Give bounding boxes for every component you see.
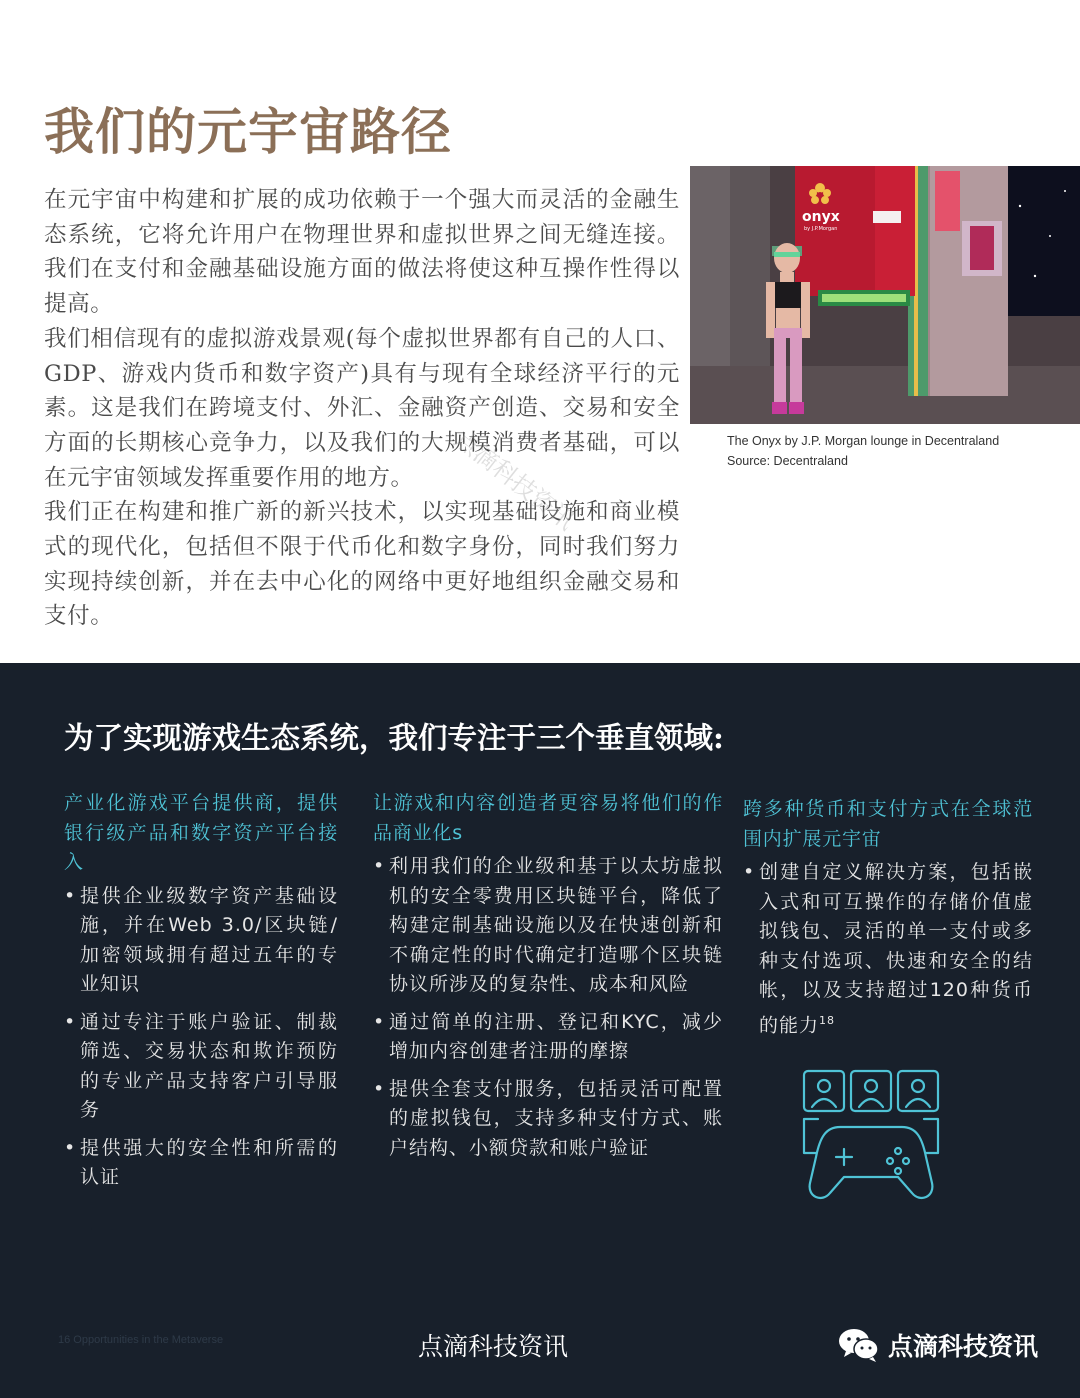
focus-column-3 [743, 795, 1033, 1048]
intro-text [44, 183, 680, 634]
footer-brand [838, 1327, 1038, 1363]
gamers-controller-icon [800, 1065, 946, 1207]
footer-watermark-text: 点滴科技资讯 [418, 1332, 569, 1361]
intro-paragraph-3: 我们正在构建和推广新的新兴技术，以实现基础设施和商业模式的现代化，包括但不限于代币化和数字身份，同时我们努力实现持续创新，并在去中心化的网络中更好地组织金融交易和支付。 [44, 499, 680, 630]
wechat-icon [838, 1327, 880, 1363]
focus-areas-section [0, 663, 1080, 1398]
photo-caption-source: Source: Decentraland [727, 454, 848, 468]
bullet-list [64, 882, 338, 1193]
bullet-text: 创建自定义解决方案，包括嵌入式和可互操作的存储价值虚拟钱包、灵活的单一支付或多种支付选项、快速和安全的结帐，以及支持超过120种货币的能力 [759, 861, 1033, 1036]
intro-paragraph-2: 我们相信现有的虚拟游戏景观(每个虚拟世界都有自己的人口、GDP、游戏内货币和数字资产)具有与现有全球经济平行的元素。这是我们在跨境支付、外汇、金融资产创造、交易和安全方面的长期核心竞争力，以及我们的大规模消费者基础，可以在元宇宙领域发挥重要作用的地方。 [44, 325, 680, 491]
photo-caption-title: The Onyx by J.P. Morgan lounge in Decentraland [727, 434, 1000, 448]
focus-column-1 [64, 789, 338, 1201]
intro-paragraph-1: 在元宇宙中构建和扩展的成功依赖于一个强大而灵活的金融生态系统，它将允许用户在物理世界和虚拟世界之间无缝连接。我们在支付和金融基础设施方面的做法将使这种互操作性得以提高。 [44, 187, 680, 318]
page-reference: 16 Opportunities in the Metaverse [58, 1334, 224, 1346]
column-heading: 产业化游戏平台提供商，提供银行级产品和数字资产平台接入 [64, 792, 338, 873]
bullet-item: • 通过专注于账户验证、制裁筛选、交易状态和欺诈预防的专业产品支持客户引导服务 [64, 1008, 338, 1126]
column-heading: 让游戏和内容创造者更容易将他们的作品商业化s [373, 792, 723, 844]
bullet-item: • 提供强大的安全性和所需的认证 [64, 1134, 338, 1193]
footnote-ref: 18 [819, 1013, 836, 1027]
column-heading: 跨多种货币和支付方式在全球范围内扩展元宇宙 [743, 798, 1033, 850]
decentraland-lounge-image [690, 166, 1080, 424]
footer-brand-label: 点滴科技资讯 [888, 1332, 1039, 1361]
focus-column-2 [373, 789, 723, 1171]
bullet-list [373, 852, 723, 1163]
bullet-item: • 提供全套支付服务，包括灵活可配置的虚拟钱包，支持多种支付方式、账户结构、小额贷款和账户验证 [373, 1075, 723, 1164]
watermark: 点滴科技资讯 [449, 424, 580, 536]
top-section [0, 0, 1080, 663]
bullet-item: • 利用我们的企业级和基于以太坊虚拟机的安全零费用区块链平台，降低了构建定制基础设施以及在快速创新和不确定性的时代确定打造哪个区块链协议所涉及的复杂性、成本和风险 [373, 852, 723, 1000]
onyx-sign-subtext: by J.P.Morgan [804, 226, 838, 232]
onyx-sign-text: onyx [802, 209, 840, 225]
section-heading: 为了实现游戏生态系统，我们专注于三个垂直领域: [64, 720, 724, 755]
page-title: 我们的元宇宙路径 [44, 102, 452, 161]
bullet-item: • 提供企业级数字资产基础设施，并在Web 3.0/区块链/加密领域拥有超过五年的专业知识 [64, 882, 338, 1000]
bullet-list [743, 858, 1033, 1040]
photo-caption [727, 431, 1067, 471]
bullet-item: • 通过简单的注册、登记和KYC，减少增加内容创建者注册的摩擦 [373, 1008, 723, 1067]
bullet-item [743, 858, 1033, 1040]
